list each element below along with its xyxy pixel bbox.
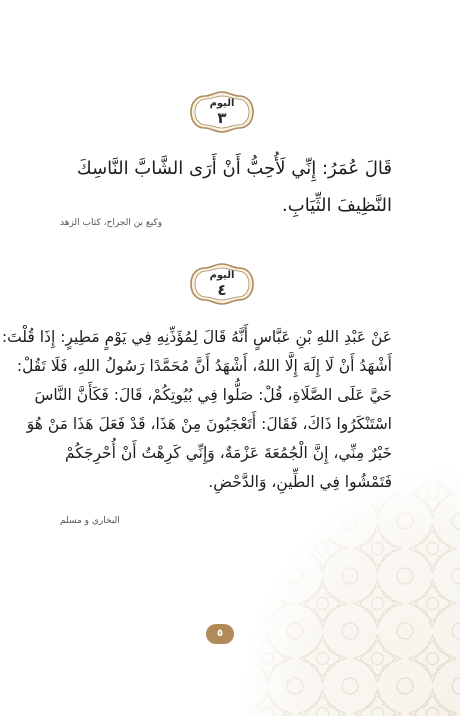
hadith-line: النَّظِيفَ الثِّيَابِ.: [282, 195, 392, 216]
day-badge-3: [189, 90, 255, 134]
day-label: اليوم: [209, 98, 235, 109]
day-label: اليوم: [209, 270, 235, 281]
source-citation-1: وكيع بن الجراح، كتاب الزهد: [60, 218, 163, 228]
page-number: ٥: [206, 624, 234, 644]
hadith-text-2: [1, 323, 392, 497]
source-citation-2: البخاري و مسلم: [60, 516, 120, 526]
hadith-line: خَيْرٌ مِنِّي، إِنَّ الْجُمُعَةَ عَزْمَةٌ، وَإِنِّي كَرِهْتُ أَنْ أُحْرِجَكُمْ: [65, 444, 392, 462]
day-number: ٤: [217, 281, 227, 299]
hadith-text-1: [70, 150, 392, 224]
hadith-line: فَتَمْشُوا فِي الطِّينِ، وَالدَّحْضِ.: [208, 473, 392, 491]
hadith-line: قَالَ عُمَرُ: إِنِّي لَأُحِبُّ أَنْ أَرَى الشَّابَّ النَّاسِكَ: [76, 158, 392, 179]
hadith-line: أَشْهَدُ أَنْ لَا إِلَهَ إِلَّا اللهُ، أَشْهَدُ أَنَّ مُحَمَّدًا رَسُولُ اللهِ، فَلَا تَقُلْ:: [16, 357, 392, 375]
hadith-line: حَيَّ عَلَى الصَّلَاةِ، قُلْ: صَلُّوا فِي بُيُوتِكُمْ، قَالَ: فَكَأَنَّ النَّاسَ: [34, 386, 392, 404]
day-badge-4: [189, 262, 255, 306]
hadith-line: اسْتَنْكَرُوا ذَاكَ، فَقَالَ: أَتَعْجَبُونَ مِنْ هَذَا، قَدْ فَعَلَ هَذَا مَنْ هُوَ: [26, 415, 392, 433]
ornament-pattern: [240, 466, 460, 716]
hadith-line: عَنْ عَبْدِ اللهِ بْنِ عَبَّاسٍ أَنَّهُ قَالَ لِمُؤَذِّنِهِ فِي يَوْمٍ مَطِيرٍ: إِذَا قُلْتَ:: [1, 328, 392, 346]
day-number: ٣: [217, 109, 227, 127]
